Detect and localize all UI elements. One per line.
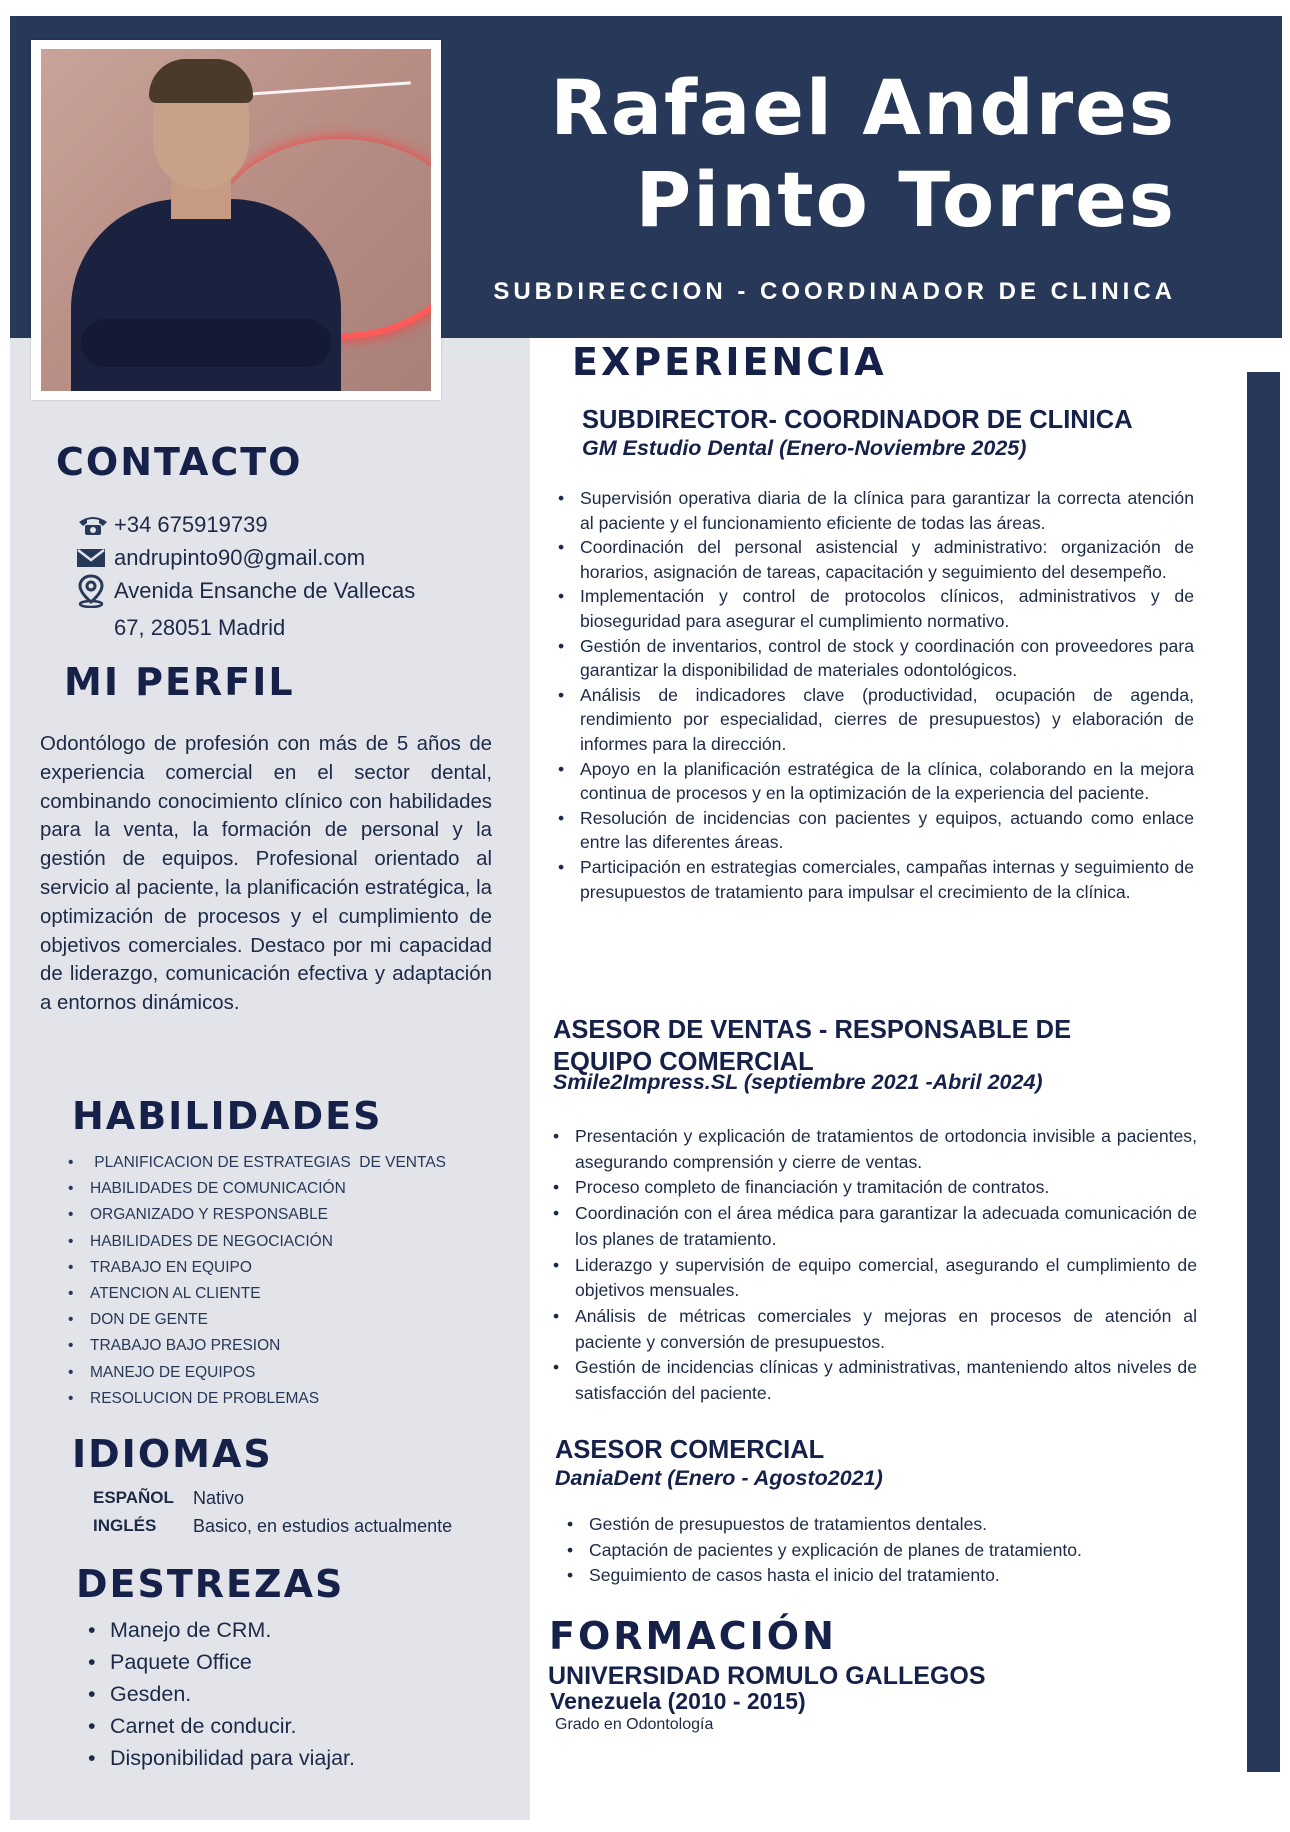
education-heading: FORMACIÓN bbox=[549, 1614, 837, 1658]
abilities-list bbox=[88, 1614, 355, 1774]
list-item: • HABILIDADES DE NEGOCIACIÓN bbox=[68, 1229, 446, 1255]
phone-number[interactable]: +34 675919739 bbox=[114, 512, 268, 537]
job-title-line-1: ASESOR DE VENTAS - RESPONSABLE DE bbox=[553, 1016, 1072, 1044]
education-location: Venezuela (2010 - 2015) bbox=[550, 1688, 806, 1714]
photo-hair bbox=[149, 59, 253, 103]
list-item: • ATENCION AL CLIENTE bbox=[68, 1281, 446, 1307]
experience-heading: EXPERIENCIA bbox=[572, 340, 887, 384]
contact-address bbox=[76, 574, 415, 644]
job-entry bbox=[553, 1016, 1197, 1407]
abilities-heading: DESTREZAS bbox=[76, 1562, 345, 1606]
list-item: • Análisis de métricas comerciales y mejoras en procesos de atención al paciente y conversión de presupuestos. bbox=[553, 1304, 1197, 1355]
job-company: GM Estudio Dental (Enero-Noviembre 2025) bbox=[582, 436, 1027, 460]
name-line-1: Rafael Andres bbox=[550, 63, 1176, 152]
language-row bbox=[93, 1512, 452, 1540]
job-duties bbox=[567, 1512, 1197, 1589]
job-entry bbox=[555, 1436, 1195, 1589]
profile-heading: MI PERFIL bbox=[64, 660, 295, 704]
email-address[interactable]: andrupinto90@gmail.com bbox=[114, 545, 366, 570]
language-row bbox=[93, 1484, 452, 1512]
job-title: SUBDIRECTOR- COORDINADOR DE CLINICA bbox=[582, 406, 1133, 434]
list-item: • Participación en estrategias comerciales, campañas internas y seguimiento de presupuestos de tratamiento para impulsar el crecimiento de la clínica. bbox=[558, 855, 1194, 904]
list-item: • Presentación y explicación de tratamientos de ortodoncia invisible a pacientes, asegurando comprensión y cierre de ventas. bbox=[553, 1124, 1197, 1175]
list-item: • Disponibilidad para viajar. bbox=[88, 1742, 355, 1774]
list-item: • HABILIDADES DE COMUNICACIÓN bbox=[68, 1176, 446, 1202]
languages-heading: IDIOMAS bbox=[72, 1432, 273, 1476]
list-item: • Coordinación con el área médica para garantizar la adecuada comunicación de los planes de tratamiento. bbox=[553, 1201, 1197, 1252]
list-item: • Gesden. bbox=[88, 1678, 355, 1710]
profile-summary: Odontólogo de profesión con más de 5 años de experiencia comercial en el sector dental, combinando conocimiento clínico con habilidades para la venta, la formación de personal y la gestión de equipos. Profesional orientado al servicio al paciente, la planificación estratégica, la optimización de procesos y el cumplimiento de objetivos comerciales. Destaco por mi capacidad de liderazgo, comunicación efectiva y adaptación a entornos dinámicos. bbox=[40, 733, 492, 1015]
list-item: • Proceso completo de financiación y tramitación de contratos. bbox=[553, 1175, 1197, 1201]
list-item: • Supervisión operativa diaria de la clínica para garantizar la correcta atención al paciente y el funcionamiento eficiente de todas las áreas. bbox=[558, 486, 1194, 535]
list-item: • Carnet de conducir. bbox=[88, 1710, 355, 1742]
profile-photo bbox=[41, 49, 431, 391]
list-item: • Gestión de presupuestos de tratamientos dentales. bbox=[567, 1512, 1197, 1538]
language-level: Basico, en estudios actualmente bbox=[193, 1516, 453, 1536]
contact-email bbox=[76, 541, 415, 574]
job-duties bbox=[558, 486, 1194, 904]
mail-icon bbox=[76, 541, 114, 574]
list-item: • Coordinación del personal asistencial y administrativo: organización de horarios, asignación de tareas, capacitación y seguimiento del desempeño. bbox=[558, 535, 1194, 584]
phone-icon bbox=[76, 508, 114, 541]
education-university: UNIVERSIDAD ROMULO GALLEGOS bbox=[548, 1662, 986, 1690]
name-line-2: Pinto Torres bbox=[635, 155, 1176, 244]
list-item: • Implementación y control de protocolos clínicos, administrativos y de bioseguridad para asegurar el cumplimiento normativo. bbox=[558, 584, 1194, 633]
role-title: SUBDIRECCION - COORDINADOR DE CLINICA bbox=[493, 278, 1176, 305]
job-title bbox=[553, 1016, 1193, 1076]
list-item: • Resolución de incidencias con pacientes y equipos, actuando como enlace entre las diferentes áreas. bbox=[558, 806, 1194, 855]
list-item: • Liderazgo y supervisión de equipo comercial, asegurando el cumplimiento de objetivos mensuales. bbox=[553, 1253, 1197, 1304]
photo-arms bbox=[81, 319, 331, 367]
list-item: • Manejo de CRM. bbox=[88, 1614, 355, 1646]
list-item: • Gestión de incidencias clínicas y administrativas, manteniendo altos niveles de satisfacción del paciente. bbox=[553, 1355, 1197, 1406]
list-item: • Gestión de inventarios, control de stock y coordinación con proveedores para garantizar la disponibilidad de materiales odontológicos. bbox=[558, 634, 1194, 683]
profile-photo-frame bbox=[31, 40, 441, 400]
languages-list bbox=[93, 1484, 452, 1540]
address-line-2: 67, 28051 Madrid bbox=[114, 615, 286, 640]
list-item: • DON DE GENTE bbox=[68, 1307, 446, 1333]
skills-heading: HABILIDADES bbox=[72, 1094, 383, 1138]
list-item: • Seguimiento de casos hasta el inicio del tratamiento. bbox=[567, 1563, 1197, 1589]
job-title-line-2: EQUIPO COMERCIAL bbox=[553, 1048, 814, 1076]
list-item: • ORGANIZADO Y RESPONSABLE bbox=[68, 1202, 446, 1228]
list-item: • Captación de pacientes y explicación de planes de tratamiento. bbox=[567, 1538, 1197, 1564]
language-name: INGLÉS bbox=[93, 1516, 157, 1535]
language-level: Nativo bbox=[193, 1488, 245, 1508]
list-item: • TRABAJO EN EQUIPO bbox=[68, 1255, 446, 1281]
location-icon bbox=[76, 574, 114, 607]
list-item: • PLANIFICACION DE ESTRATEGIAS DE VENTAS bbox=[68, 1150, 446, 1176]
contact-phone bbox=[76, 508, 415, 541]
language-name: ESPAÑOL bbox=[93, 1488, 174, 1507]
job-entry bbox=[582, 406, 1204, 904]
list-item: • MANEJO DE EQUIPOS bbox=[68, 1360, 446, 1386]
list-item: • RESOLUCION DE PROBLEMAS bbox=[68, 1386, 446, 1412]
address-line-1: Avenida Ensanche de Vallecas bbox=[114, 578, 416, 603]
list-item: • Paquete Office bbox=[88, 1646, 355, 1678]
candidate-name bbox=[550, 62, 1176, 246]
job-duties bbox=[553, 1124, 1197, 1407]
job-company: Smile2Impress.SL (septiembre 2021 -Abril 2024) bbox=[553, 1070, 1043, 1094]
job-title: ASESOR COMERCIAL bbox=[555, 1436, 825, 1464]
job-company: DaniaDent (Enero - Agosto2021) bbox=[555, 1466, 883, 1490]
list-item: • TRABAJO BAJO PRESION bbox=[68, 1333, 446, 1359]
address bbox=[114, 574, 415, 644]
right-accent-bar bbox=[1247, 372, 1280, 1772]
skills-list bbox=[68, 1150, 446, 1412]
education-degree: Grado en Odontología bbox=[555, 1716, 714, 1733]
list-item: • Análisis de indicadores clave (productividad, ocupación de agenda, rendimiento por especialidad, cierres de presupuestos) y elaboración de informes para la dirección. bbox=[558, 683, 1194, 757]
list-item: • Apoyo en la planificación estratégica de la clínica, colaborando en la mejora continua de procesos y en la optimización de la experiencia del paciente. bbox=[558, 757, 1194, 806]
contact-heading: CONTACTO bbox=[56, 440, 303, 484]
contact-list bbox=[76, 508, 415, 644]
